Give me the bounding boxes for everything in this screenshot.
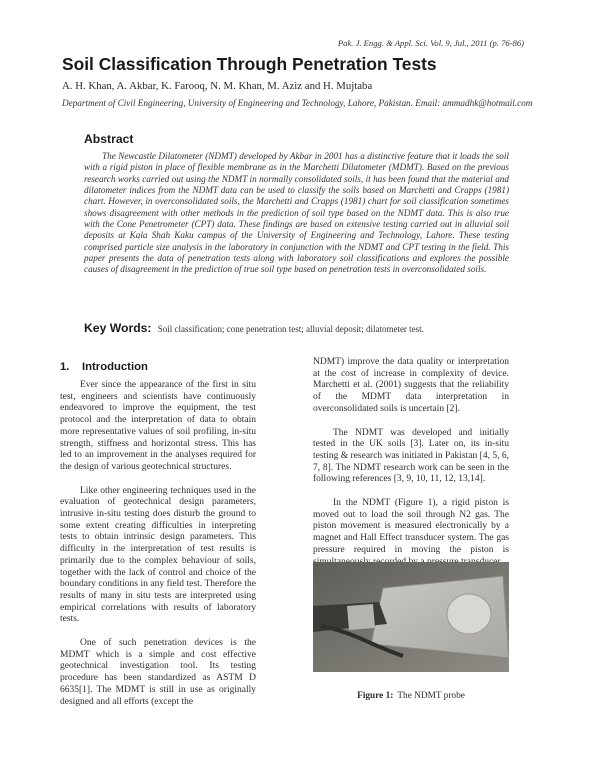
keywords-text: Soil classification; cone penetration test; alluvial deposit; dilatometer test. bbox=[157, 324, 424, 334]
paragraph: NDMT) improve the data quality or interpretation at the cost of increase in complexity of device. Marchetti et al. (2001) suggests that the reliability of the MDMT data interpretation in overconsolidated soils is uncertain [2]. bbox=[313, 357, 509, 414]
abstract-text: The Newcastle Dilatometer (NDMT) developed by Akbar in 2001 has a distinctive feature that it loads the soil with a rigid piston in place of flexible membrane as in the Marchetti Dilatometer (MDMT). Based on the previous research works carried out using the NDMT in normally consolidated soils, it has been found that the material and dilatometer indices from the NDMT data can be used to classify the soils based on Marchetti and Crapps (1981) chart. However, in overconsolidated soils, the Marchetti and Crapps (1981) chart for soil classification sometimes shows disagreement with other methods in the prediction of soil type based on the NDMT data. This is also true with the Cone Penetrometer (CPT) data. These findings are based on extensive testing carried out in alluvial soil deposits at Kala Shah Kaku campus of the University of Engineering and Technology, Lahore. These testing comprised particle size analysis in the laboratory in conjunction with the NDMT and CPT testing in the field. This paper presents the data of penetration tests along with laboratory soil classifications and explores the possible causes of disagreement in the prediction of true soil type based on penetration tests in overconsolidated soils. bbox=[84, 151, 509, 275]
section-title: Introduction bbox=[82, 361, 148, 373]
probe-illustration bbox=[313, 562, 509, 672]
abstract-heading: Abstract bbox=[84, 132, 134, 146]
section-number: 1. bbox=[60, 361, 70, 373]
affiliation: Department of Civil Engineering, University of Engineering and Technology, Lahore, Pakistan. Email: ammadhk@hotmail.com bbox=[62, 98, 533, 108]
left-column bbox=[60, 380, 256, 720]
paragraph: Like other engineering techniques used in the evaluation of geotechnical design parameters, intrusive in-situ testing does disturb the ground to some extent creating difficulties in interpreting tests to obtain intrinsic design parameters. This difficulty in the interpretation of test results is primarily due to the complex behaviour of soils, together with the lack of control and choice of the boundary conditions in any field test. Therefore the results of many in situ tests are interpreted using empirical correlations with results of laboratory tests. bbox=[60, 485, 256, 625]
paragraph: The NDMT was developed and initially tested in the UK soils [3]. Later on, its in-situ testing & research was initiated in Pakistan [4, 5, 6, 7, 8]. The NDMT research work can be seen in the following references [3, 9, 10, 11, 12, 13,14]. bbox=[313, 427, 509, 485]
figure-caption-text: The NDMT probe bbox=[397, 691, 465, 701]
figure-caption bbox=[313, 691, 509, 701]
figure-label: Figure 1: bbox=[357, 691, 394, 701]
journal-citation: Pak. J. Engg. & Appl. Sci. Vol. 9, Jul., 2011 (p. 76-86) bbox=[337, 38, 524, 48]
keywords-line bbox=[84, 321, 544, 335]
section-heading-introduction bbox=[60, 361, 148, 373]
author-list: A. H. Khan, A. Akbar, K. Farooq, N. M. Khan, M. Aziz and H. Mujtaba bbox=[62, 80, 373, 92]
keywords-label: Key Words: bbox=[84, 321, 152, 335]
paper-title: Soil Classification Through Penetration Tests bbox=[62, 54, 437, 74]
paragraph: One of such penetration devices is the MDMT which is a simple and cost effective geotechnical investigation tool. Its testing procedure has been standardized as ASTM D 6635[1]. The MDMT is still in use as originally designed and all efforts (except the bbox=[60, 638, 256, 707]
ndmt-probe-photo bbox=[313, 562, 509, 672]
paragraph: Ever since the appearance of the first in situ test, engineers and scientists have continuously endeavored to improve the equipment, the test protocol and the interpretation of data to obtain more representative values of soil profiling, in-situ strength, stiffness and horizontal stress. This has led to an improvement in the analyses required for the design of various geotechnical structures. bbox=[60, 380, 256, 472]
right-column bbox=[313, 357, 509, 580]
paragraph: In the NDMT (Figure 1), a rigid piston is moved out to load the soil through N2 gas. The piston movement is measured electronically by a magnet and Hall Effect transducer system. The gas pressure required in moving the piston is bbox=[313, 498, 509, 555]
